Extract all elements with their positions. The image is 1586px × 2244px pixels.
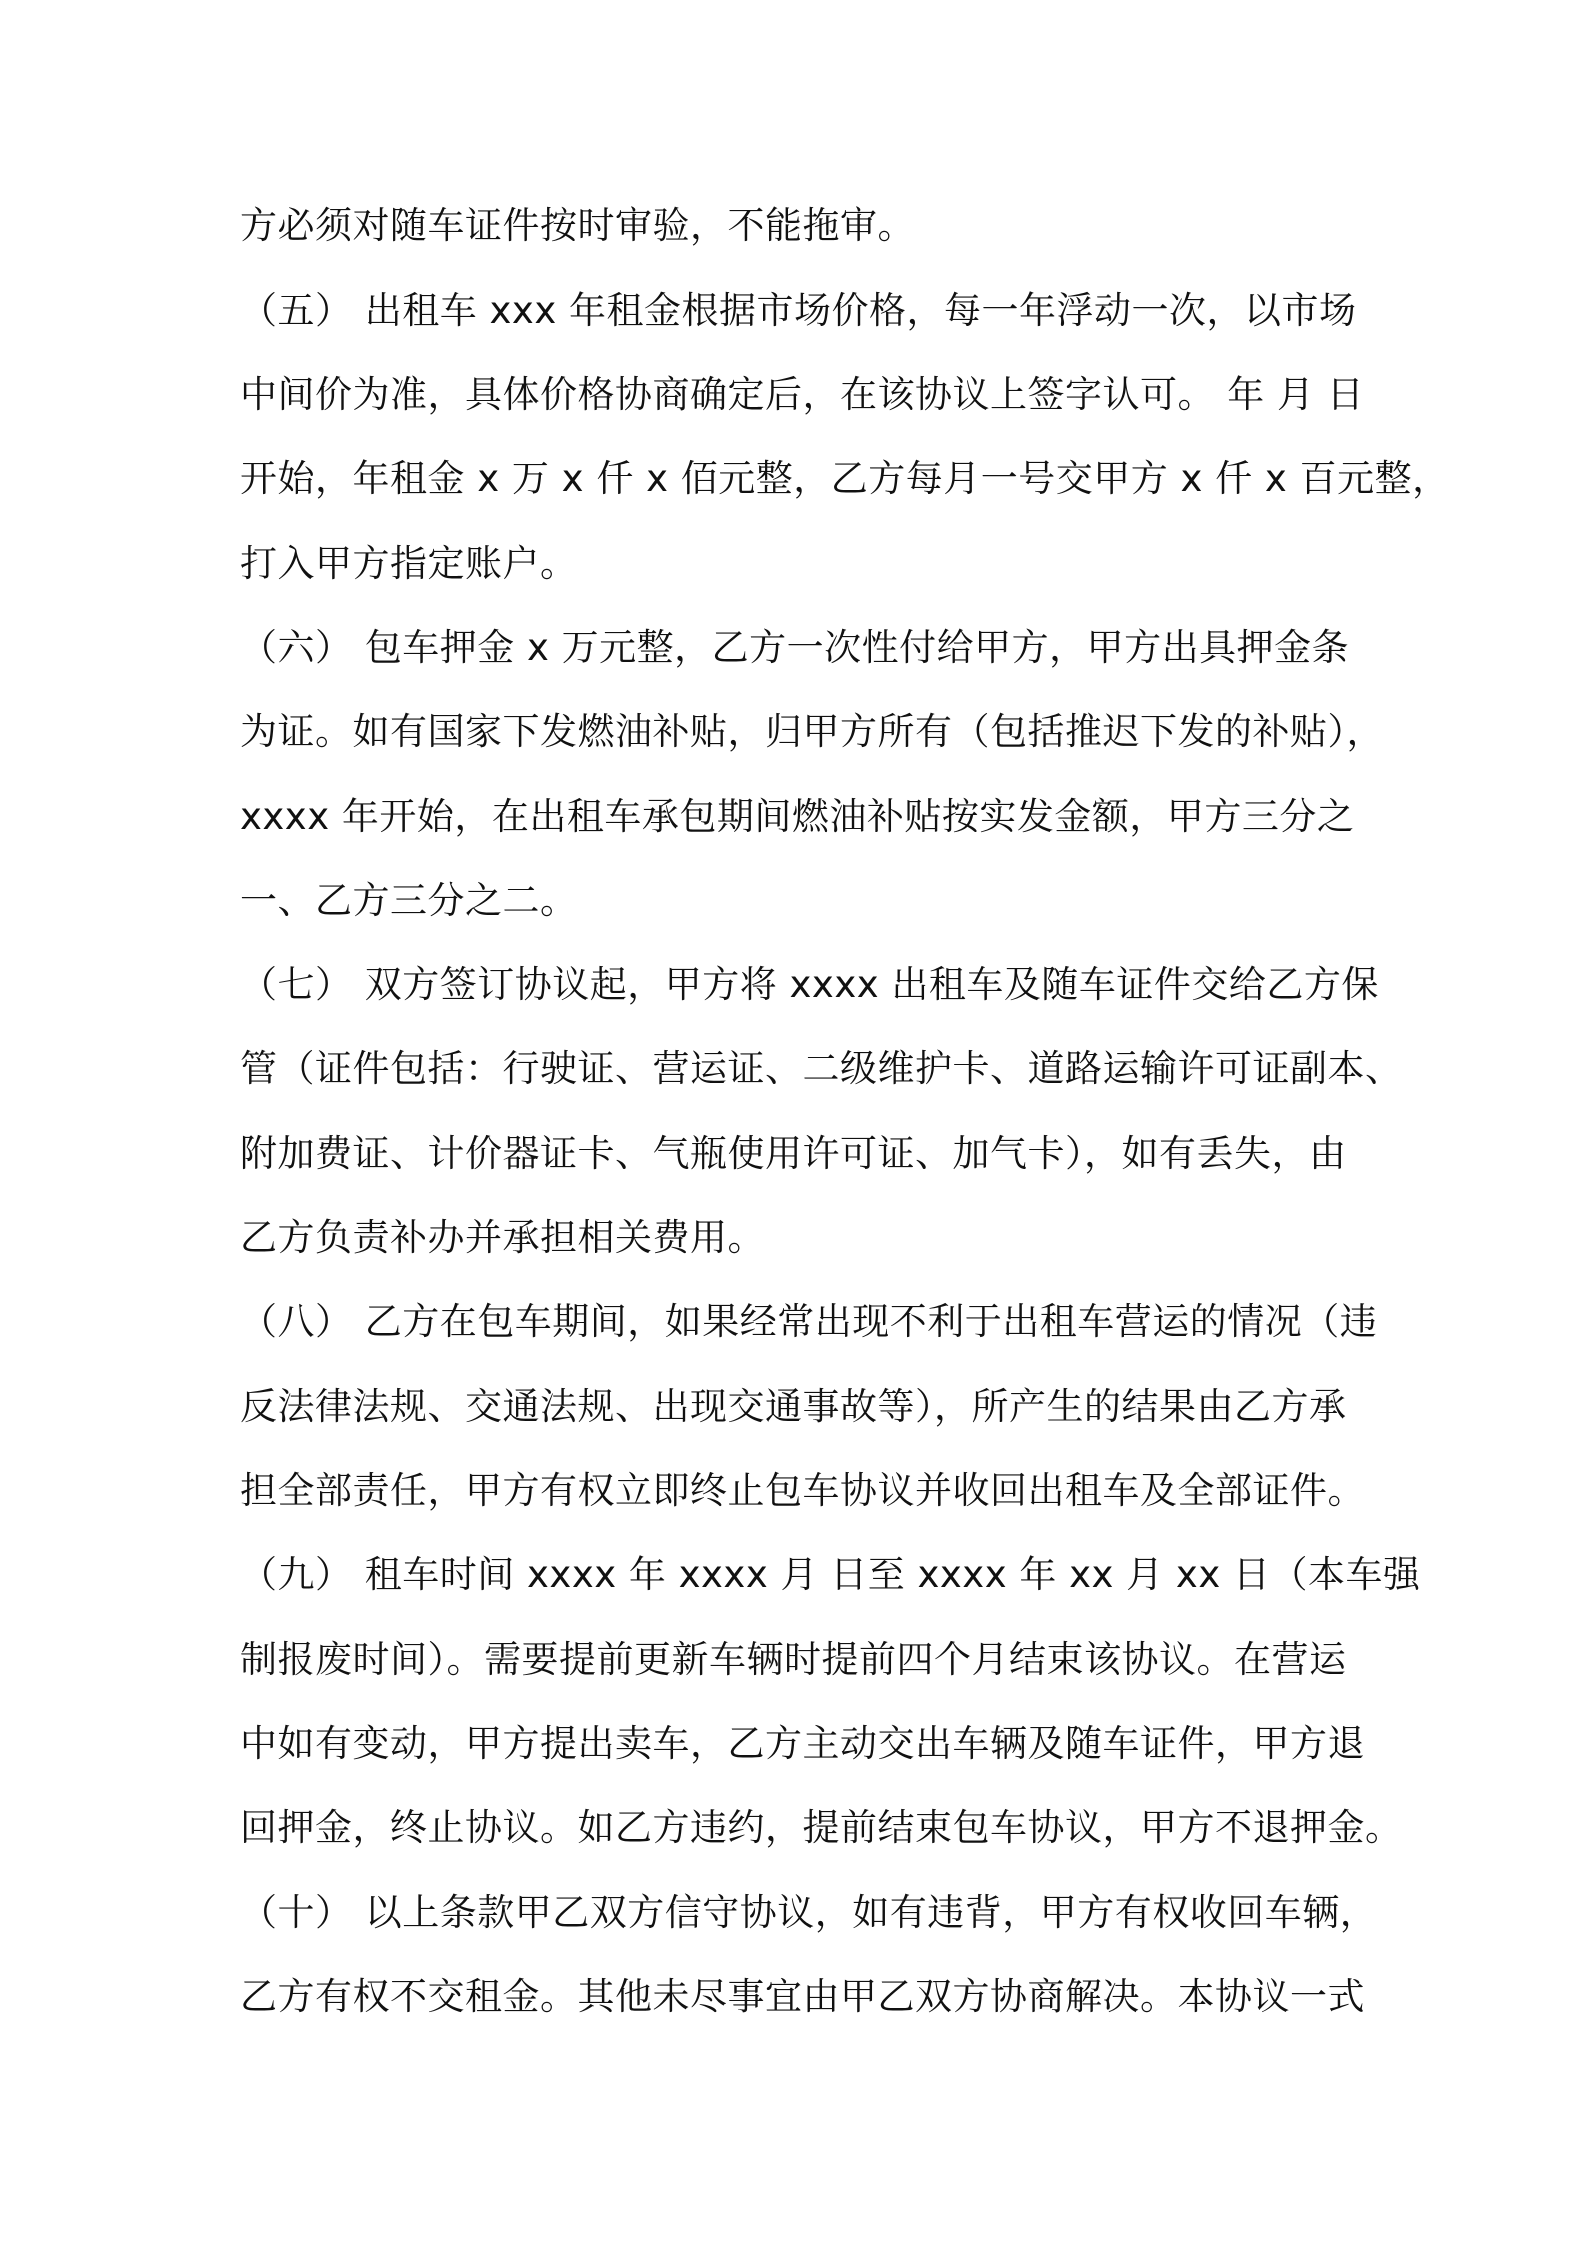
text-line: （八） 乙方在包车期间，如果经常出现不利于出租车营运的情况（违 (240, 1300, 1378, 1343)
text-line: 一、乙方三分之二。 (240, 879, 578, 922)
text-line: 担全部责任，甲方有权立即终止包车协议并收回出租车及全部证件。 (240, 1469, 1365, 1512)
text-line: 管（证件包括：行驶证、营运证、二级维护卡、道路运输许可证副本、 (240, 1047, 1403, 1090)
text-line: 开始，年租金 x 万 x 仟 x 佰元整，乙方每月一号交甲方 x 仟 x 百元整， (240, 457, 1450, 500)
text-line: （七） 双方签订协议起，甲方将 xxxx 出租车及随车证件交给乙方保 (240, 963, 1379, 1006)
text-line: （九） 租车时间 xxxx 年 xxxx 月 日至 xxxx 年 xx 月 xx 日（本车强 (240, 1553, 1421, 1596)
text-line: xxxx 年开始，在出租车承包期间燃油补贴按实发金额，甲方三分之 (240, 795, 1355, 838)
text-line: 乙方有权不交租金。其他未尽事宜由甲乙双方协商解决。本协议一式 (240, 1975, 1365, 2018)
text-line: 打入甲方指定账户。 (240, 542, 578, 585)
text-line: （十） 以上条款甲乙双方信守协议，如有违背，甲方有权收回车辆， (240, 1891, 1378, 1934)
text-line: 反法律法规、交通法规、出现交通事故等），所产生的结果由乙方承 (240, 1385, 1347, 1428)
text-line: 中间价为准，具体价格协商确定后，在该协议上签字认可。 年 月 日 (240, 373, 1365, 416)
text-line: 乙方负责补办并承担相关费用。 (240, 1216, 765, 1259)
text-line: 中如有变动，甲方提出卖车，乙方主动交出车辆及随车证件，甲方退 (240, 1722, 1365, 1765)
text-line: 为证。如有国家下发燃油补贴，归甲方所有（包括推迟下发的补贴）， (240, 710, 1384, 753)
text-line: （五） 出租车 xxx 年租金根据市场价格，每一年浮动一次，以市场 (240, 289, 1357, 332)
text-line: （六） 包车押金 x 万元整，乙方一次性付给甲方，甲方出具押金条 (240, 626, 1350, 669)
text-line: 回押金，终止协议。如乙方违约，提前结束包车协议，甲方不退押金。 (240, 1806, 1403, 1849)
text-line: 附加费证、计价器证卡、气瓶使用许可证、加气卡），如有丢失，由 (240, 1132, 1347, 1175)
text-line: 方必须对随车证件按时审验，不能拖审。 (240, 204, 915, 247)
text-line: 制报废时间）。需要提前更新车辆时提前四个月结束该协议。在营运 (240, 1638, 1347, 1681)
